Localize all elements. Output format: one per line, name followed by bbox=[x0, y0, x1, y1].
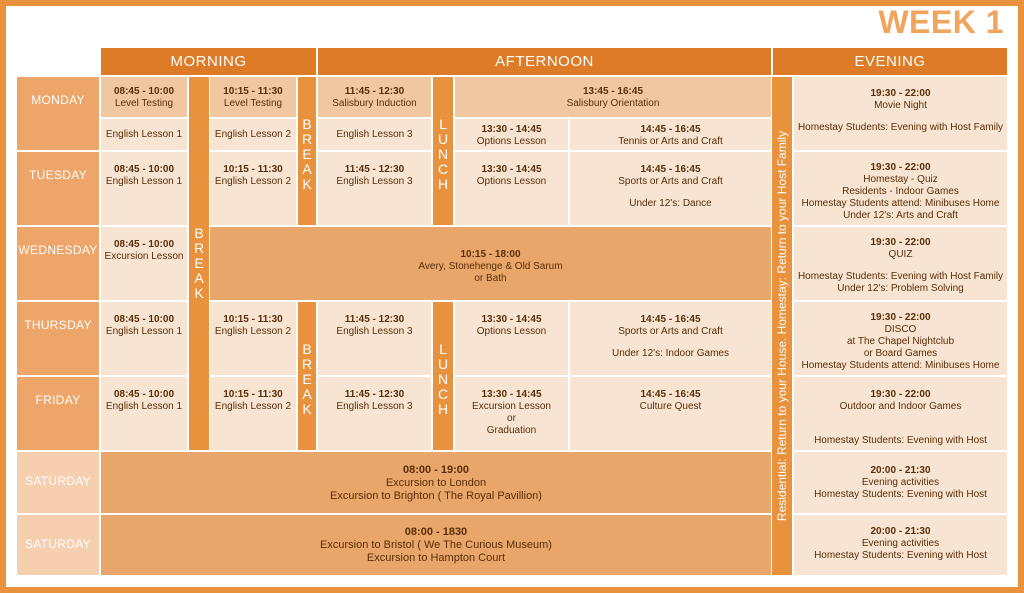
evening-line: Homestay Students: Evening with Host bbox=[814, 489, 987, 500]
friday-excursion-lesson bbox=[455, 377, 568, 450]
evening-line: DISCO bbox=[884, 324, 917, 335]
break-bar-thu-fri bbox=[298, 302, 316, 450]
session-time: 19:30 - 22:00 bbox=[870, 389, 931, 400]
monday-afternoon-activity bbox=[570, 119, 771, 150]
session-time: 14:45 - 16:45 bbox=[640, 124, 701, 135]
thursday-session-3 bbox=[318, 302, 431, 375]
monday-evening bbox=[794, 77, 1007, 150]
evening-line: Residents - Indoor Games bbox=[842, 186, 959, 197]
session-time: 08:00 - 19:00 bbox=[402, 464, 470, 476]
evening-line: QUIZ bbox=[888, 249, 913, 260]
lunch-bar-thu-fri bbox=[433, 302, 453, 450]
session-activity: Level Testing bbox=[223, 98, 283, 109]
session-time: 14:45 - 16:45 bbox=[640, 389, 701, 400]
monday-session-2 bbox=[210, 77, 296, 117]
session-time: 08:45 - 10:00 bbox=[113, 239, 175, 250]
monday-lesson-3: English Lesson 3 bbox=[318, 119, 431, 150]
day-label-friday: FRIDAY bbox=[17, 377, 99, 450]
tuesday-options bbox=[455, 152, 568, 225]
session-activity: English Lesson 3 bbox=[336, 401, 413, 412]
session-activity: English Lesson 1 bbox=[105, 326, 183, 337]
break-label-letter: B bbox=[194, 225, 204, 241]
evening-line: Movie Night bbox=[874, 100, 927, 111]
excursion-line: Excursion to London bbox=[385, 477, 487, 489]
session-time: 13:30 - 14:45 bbox=[481, 389, 542, 400]
session-activity: English Lesson 3 bbox=[336, 176, 413, 187]
evening-line: Under 12's: Problem Solving bbox=[837, 283, 964, 294]
day-label-saturday-1: SATURDAY bbox=[17, 452, 99, 513]
saturday-2-evening bbox=[794, 515, 1007, 575]
day-label-monday: MONDAY bbox=[17, 77, 99, 150]
friday-afternoon-activity bbox=[570, 377, 771, 450]
tuesday-evening bbox=[794, 152, 1007, 225]
wednesday-evening bbox=[794, 227, 1007, 300]
friday-session-2 bbox=[210, 377, 296, 450]
lunch-label-letter: H bbox=[437, 176, 449, 192]
excursion-line: Avery, Stonehenge & Old Sarum bbox=[418, 261, 563, 272]
session-activity: Tennis or Arts and Craft bbox=[618, 136, 723, 147]
day-label-wednesday: WEDNESDAY bbox=[17, 227, 99, 300]
tuesday-afternoon-activity bbox=[570, 152, 771, 225]
session-time: 19:30 - 22:00 bbox=[870, 88, 931, 99]
session-time: 08:45 - 10:00 bbox=[113, 86, 175, 97]
break-label-letter: R bbox=[301, 131, 313, 147]
evening-line: Under 12's: Arts and Craft bbox=[843, 210, 958, 221]
session-time: 13:30 - 14:45 bbox=[481, 314, 542, 325]
break-label-letter: K bbox=[302, 401, 312, 417]
monday-lesson-2: English Lesson 2 bbox=[210, 119, 296, 150]
lunch-label-letter: H bbox=[437, 401, 449, 417]
header-morning: MORNING bbox=[101, 48, 316, 75]
monday-session-3 bbox=[318, 77, 431, 117]
session-activity: Culture Quest bbox=[639, 401, 702, 412]
friday-evening bbox=[794, 377, 1007, 450]
break-label-letter: B bbox=[302, 341, 312, 357]
session-extra: Under 12's: Dance bbox=[629, 198, 712, 209]
evening-line: or Board Games bbox=[863, 348, 938, 359]
break-label-letter: K bbox=[302, 176, 312, 192]
saturday-1-excursion bbox=[101, 452, 771, 513]
wednesday-session-1 bbox=[101, 227, 187, 300]
session-extra: Graduation bbox=[486, 425, 537, 436]
break-label-letter: R bbox=[301, 356, 313, 372]
lunch-label-letter: U bbox=[437, 356, 449, 372]
session-time: 19:30 - 22:00 bbox=[870, 162, 931, 173]
break-bar-mon-tue bbox=[298, 77, 316, 225]
lunch-label-letter: N bbox=[437, 371, 449, 387]
session-time: 20:00 - 21:30 bbox=[870, 526, 931, 537]
evening-line: Outdoor and Indoor Games bbox=[839, 401, 962, 412]
session-time: 10:15 - 18:00 bbox=[460, 249, 521, 260]
session-time: 08:45 - 10:00 bbox=[113, 164, 175, 175]
session-time: 19:30 - 22:00 bbox=[870, 312, 931, 323]
page-title: WEEK 1 bbox=[878, 4, 1004, 40]
monday-lesson-1: English Lesson 1 bbox=[101, 119, 187, 150]
excursion-line: Excursion to Bristol ( We The Curious Museum) bbox=[320, 539, 552, 551]
session-time: 20:00 - 21:30 bbox=[870, 465, 931, 476]
lunch-label-letter: C bbox=[437, 161, 449, 177]
saturday-1-evening bbox=[794, 452, 1007, 513]
session-time: 19:30 - 22:00 bbox=[870, 237, 931, 248]
break-label-letter: E bbox=[302, 146, 312, 162]
thursday-options bbox=[455, 302, 568, 375]
session-activity: English Lesson 2 bbox=[214, 326, 292, 337]
session-time: 11:45 - 12:30 bbox=[344, 86, 405, 97]
excursion-line: Excursion to Hampton Court bbox=[366, 552, 506, 564]
session-activity: English Lesson 1 bbox=[105, 176, 183, 187]
session-time: 13:30 - 14:45 bbox=[481, 124, 542, 135]
evening-line: Homestay Students: Evening with Host Family bbox=[797, 122, 1004, 133]
session-time: 10:15 - 11:30 bbox=[223, 389, 283, 400]
session-activity: Options Lesson bbox=[476, 136, 547, 147]
break-label-letter: A bbox=[302, 161, 312, 177]
evening-line: Evening activities bbox=[861, 538, 940, 549]
session-time: 11:45 - 12:30 bbox=[344, 389, 405, 400]
thursday-afternoon-activity bbox=[570, 302, 771, 375]
lunch-label-letter: L bbox=[439, 341, 447, 357]
session-time: 08:00 - 1830 bbox=[404, 526, 468, 538]
session-time: 13:30 - 14:45 bbox=[481, 164, 542, 175]
break-label-letter: A bbox=[194, 270, 204, 286]
saturday-2-excursion bbox=[101, 515, 771, 575]
break-bar-morning bbox=[189, 77, 209, 450]
break-label-letter: E bbox=[302, 371, 312, 387]
break-label-letter: E bbox=[194, 255, 204, 271]
session-activity: Sports or Arts and Craft bbox=[618, 176, 723, 187]
lunch-label-letter: N bbox=[437, 146, 449, 162]
tuesday-session-1 bbox=[101, 152, 187, 225]
evening-line: Homestay Students: Evening with Host Family bbox=[797, 271, 1004, 282]
lunch-label-letter: L bbox=[439, 116, 447, 132]
session-time: 08:45 - 10:00 bbox=[113, 389, 175, 400]
lunch-label-letter: C bbox=[437, 386, 449, 402]
break-label-letter: K bbox=[194, 285, 204, 301]
tuesday-session-2 bbox=[210, 152, 296, 225]
session-activity: Options Lesson bbox=[476, 176, 547, 187]
excursion-line: Excursion to Brighton ( The Royal Pavillion) bbox=[330, 490, 542, 502]
session-time: 11:45 - 12:30 bbox=[344, 314, 405, 325]
session-time: 10:15 - 11:30 bbox=[223, 314, 283, 325]
excursion-line: or Bath bbox=[474, 273, 507, 284]
tuesday-session-3 bbox=[318, 152, 431, 225]
day-label-thursday: THURSDAY bbox=[17, 302, 99, 375]
session-extra: Under 12's: Indoor Games bbox=[612, 348, 729, 359]
evening-line: Homestay Students: Evening with Host bbox=[814, 435, 987, 446]
friday-session-1 bbox=[101, 377, 187, 450]
session-time: 13:45 - 16:45 bbox=[582, 86, 644, 97]
session-activity: English Lesson 3 bbox=[336, 326, 413, 337]
wednesday-excursion bbox=[210, 227, 771, 300]
day-label-saturday-2: SATURDAY bbox=[17, 515, 99, 575]
session-activity: Sports or Arts and Craft bbox=[618, 326, 723, 337]
session-activity: English Lesson 2 bbox=[214, 401, 292, 412]
break-label-letter: B bbox=[302, 116, 312, 132]
session-activity: Excursion Lesson bbox=[104, 251, 184, 262]
day-label-tuesday: TUESDAY bbox=[17, 152, 99, 225]
evening-line: Homestay Students attend: Minibuses Home bbox=[801, 360, 1000, 371]
session-time: 14:45 - 16:45 bbox=[640, 314, 701, 325]
evening-line: Homestay Students: Evening with Host bbox=[814, 550, 987, 561]
session-time: 10:15 - 11:30 bbox=[223, 164, 283, 175]
evening-line: at The Chapel Nightclub bbox=[846, 336, 955, 347]
session-activity: English Lesson 2 bbox=[214, 176, 292, 187]
thursday-evening bbox=[794, 302, 1007, 375]
break-label-letter: A bbox=[302, 386, 312, 402]
lunch-label-letter: U bbox=[437, 131, 449, 147]
header-afternoon: AFTERNOON bbox=[318, 48, 771, 75]
evening-line: Homestay - Quiz bbox=[863, 174, 938, 185]
return-home-note: Residential: Return to your House. Homestay: Return to your Host Family bbox=[775, 130, 789, 522]
evening-line: Evening activities bbox=[861, 477, 940, 488]
session-time: 10:15 - 11:30 bbox=[223, 86, 283, 97]
thursday-session-1 bbox=[101, 302, 187, 375]
monday-session-1 bbox=[101, 77, 187, 117]
monday-options bbox=[455, 119, 568, 150]
thursday-session-2 bbox=[210, 302, 296, 375]
session-activity: Options Lesson bbox=[476, 326, 547, 337]
session-activity: English Lesson 1 bbox=[105, 401, 183, 412]
friday-session-3 bbox=[318, 377, 431, 450]
break-label-letter: R bbox=[193, 240, 205, 256]
evening-line: Homestay Students attend: Minibuses Home bbox=[801, 198, 1000, 209]
session-or: or bbox=[507, 413, 516, 424]
session-time: 08:45 - 10:00 bbox=[113, 314, 175, 325]
session-activity: Level Testing bbox=[114, 98, 174, 109]
session-activity: Excursion Lesson bbox=[472, 401, 551, 412]
session-time: 14:45 - 16:45 bbox=[640, 164, 701, 175]
monday-orientation bbox=[455, 77, 771, 117]
header-evening: EVENING bbox=[773, 48, 1007, 75]
session-activity: Salisbury Induction bbox=[332, 98, 417, 109]
lunch-bar-mon-tue bbox=[433, 77, 453, 225]
session-time: 11:45 - 12:30 bbox=[344, 164, 405, 175]
session-activity: Salisbury Orientation bbox=[566, 98, 660, 109]
